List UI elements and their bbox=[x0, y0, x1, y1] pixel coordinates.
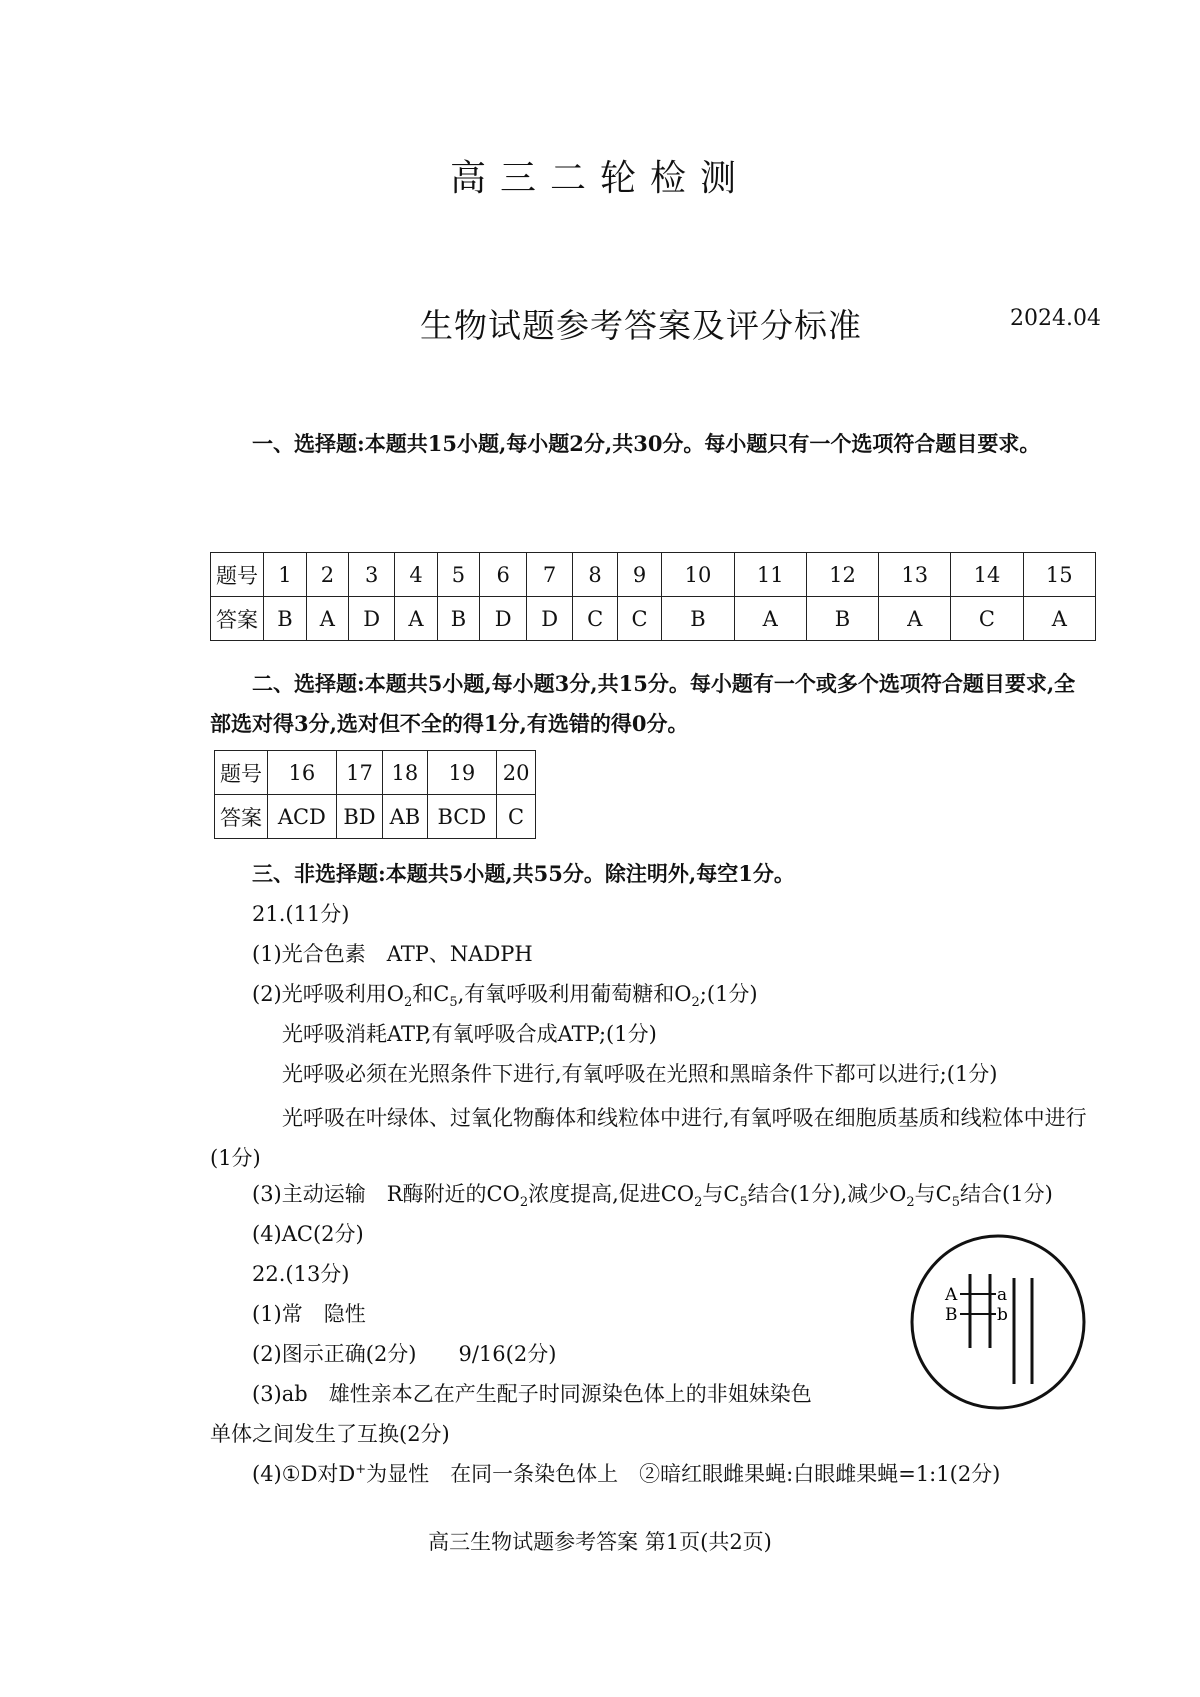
section1-intro: 一、选择题:本题共15小题,每小题2分,共30分。每小题只有一个选项符合题目要求。 bbox=[252, 431, 1041, 456]
table-row-questions bbox=[215, 751, 536, 795]
question-number: 18 bbox=[383, 751, 427, 795]
q21-part3: (3)主动运输 R酶附近的$CO_2$浓度提高,促进$CO_2$与$C_5$结合(1分),减少$O_2$与$C_5$结合(1分) bbox=[252, 1182, 1053, 1211]
answer-cell: D bbox=[348, 597, 394, 641]
answer-cell: C bbox=[951, 597, 1023, 641]
question-number: 2 bbox=[306, 553, 348, 597]
chromosome-diagram bbox=[908, 1232, 1088, 1412]
answer-cell: B bbox=[662, 597, 734, 641]
answer-cell: B bbox=[806, 597, 878, 641]
row-label-answer: 答案 bbox=[211, 597, 264, 641]
question-number: 9 bbox=[617, 553, 661, 597]
q21-part2-line2: 光呼吸消耗ATP,有氧呼吸合成ATP;(1分) bbox=[282, 1022, 657, 1046]
section2-intro: 二、选择题:本题共5小题,每小题3分,共15分。每小题有一个或多个选项符合题目要求,全部选对得3分,选对但不全的得1分,有选错的得0分。 bbox=[210, 671, 1076, 736]
answer-cell: A bbox=[1023, 597, 1095, 641]
section1-answer-table bbox=[210, 552, 1096, 641]
q21-heading: 21.(11分) bbox=[252, 902, 350, 926]
answer-cell: BD bbox=[336, 795, 383, 839]
q21-part2-line3: 光呼吸必须在光照条件下进行,有氧呼吸在光照和黑暗条件下都可以进行;(1分) bbox=[282, 1062, 998, 1086]
allele-label-a: a bbox=[997, 1285, 1008, 1305]
question-number: 10 bbox=[662, 553, 734, 597]
table-row-questions bbox=[211, 553, 1096, 597]
q21-part1: (1)光合色素 ATP、NADPH bbox=[252, 942, 533, 966]
question-number: 19 bbox=[427, 751, 497, 795]
question-number: 15 bbox=[1023, 553, 1095, 597]
question-number: 20 bbox=[497, 751, 536, 795]
question-number: 11 bbox=[734, 553, 806, 597]
question-number: 1 bbox=[264, 553, 307, 597]
answer-cell: C bbox=[497, 795, 536, 839]
allele-label-B: B bbox=[945, 1305, 958, 1325]
q22-part3-line1: (3)ab 雄性亲本乙在产生配子时同源染色体上的非姐妹染色 bbox=[252, 1382, 812, 1406]
question-number: 17 bbox=[336, 751, 383, 795]
q22-part4: (4)①D对D+为显性 在同一条染色体上 ②暗红眼雌果蝇:白眼雌果蝇=1:1(2分) bbox=[252, 1462, 1001, 1486]
question-number: 4 bbox=[395, 553, 437, 597]
question-number: 13 bbox=[879, 553, 951, 597]
row-label-answer: 答案 bbox=[215, 795, 268, 839]
question-number: 5 bbox=[437, 553, 480, 597]
answer-cell: D bbox=[480, 597, 526, 641]
q22-part1: (1)常 隐性 bbox=[252, 1302, 366, 1326]
q21-part2-line1: (2)光呼吸利用$O_2$和$C_5$,有氧呼吸利用葡萄糖和$O_2;(1$分) bbox=[252, 982, 758, 1011]
question-number: 14 bbox=[951, 553, 1023, 597]
question-number: 7 bbox=[526, 553, 572, 597]
answer-cell: C bbox=[573, 597, 617, 641]
page-title: 高三二轮检测 bbox=[449, 158, 750, 199]
answer-cell: A bbox=[734, 597, 806, 641]
question-number: 8 bbox=[573, 553, 617, 597]
answer-cell: C bbox=[617, 597, 661, 641]
section2-answer-table bbox=[214, 750, 536, 839]
section3-intro: 三、非选择题:本题共5小题,共55分。除注明外,每空1分。 bbox=[252, 861, 795, 886]
allele-label-A: A bbox=[945, 1285, 958, 1305]
document-date: 2024.04 bbox=[1010, 306, 1101, 331]
answer-cell: ACD bbox=[268, 795, 337, 839]
allele-label-b: b bbox=[997, 1305, 1008, 1325]
q21-part2-line4: 光呼吸在叶绿体、过氧化物酶体和线粒体中进行,有氧呼吸在细胞质基质和线粒体中进行(1分) bbox=[210, 1106, 1087, 1170]
q21-part4: (4)AC(2分) bbox=[252, 1222, 364, 1246]
question-number: 12 bbox=[806, 553, 878, 597]
question-number: 6 bbox=[480, 553, 526, 597]
answer-cell: B bbox=[437, 597, 480, 641]
page-footer: 高三生物试题参考答案 第1页(共2页) bbox=[428, 1530, 772, 1554]
answer-cell: AB bbox=[383, 795, 427, 839]
answer-cell: D bbox=[526, 597, 572, 641]
answer-cell: B bbox=[264, 597, 307, 641]
q22-part2: (2)图示正确(2分) 9/16(2分) bbox=[252, 1342, 557, 1366]
q22-heading: 22.(13分) bbox=[252, 1262, 350, 1286]
q22-part3-line2: 单体之间发生了互换(2分) bbox=[210, 1422, 450, 1446]
answer-cell: A bbox=[306, 597, 348, 641]
table-row-answers bbox=[211, 597, 1096, 641]
answer-cell: A bbox=[395, 597, 437, 641]
row-label-question: 题号 bbox=[215, 751, 268, 795]
table-row-answers bbox=[215, 795, 536, 839]
question-number: 16 bbox=[268, 751, 337, 795]
answer-cell: A bbox=[879, 597, 951, 641]
answer-cell: BCD bbox=[427, 795, 497, 839]
row-label-question: 题号 bbox=[211, 553, 264, 597]
question-number: 3 bbox=[348, 553, 394, 597]
document-subtitle: 生物试题参考答案及评分标准 bbox=[420, 306, 862, 345]
